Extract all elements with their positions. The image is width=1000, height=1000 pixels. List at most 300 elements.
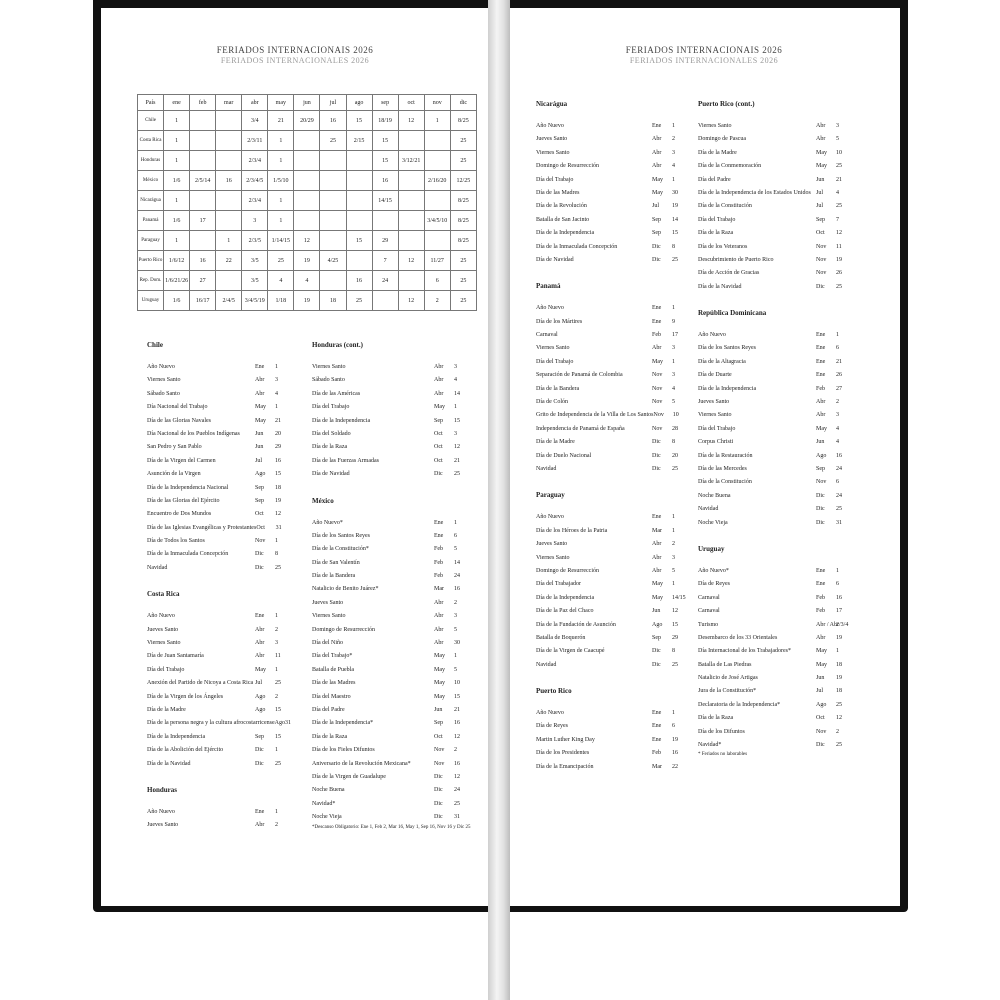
table-cell: [294, 191, 320, 211]
table-header-cell: País: [138, 95, 164, 111]
holiday-name: Jueves Santo: [536, 136, 568, 143]
holiday-row: [536, 174, 690, 187]
table-cell: 1/6: [164, 211, 190, 231]
holiday-row: [312, 415, 472, 428]
holiday-month: Sep: [434, 417, 443, 424]
holiday-name: Viernes Santo: [147, 377, 181, 384]
holiday-day: 4: [672, 385, 675, 392]
table-cell: 2/3/4: [242, 191, 268, 211]
holiday-month: Sep: [255, 733, 264, 740]
holiday-row: [536, 120, 690, 133]
section-title: Honduras: [147, 785, 177, 794]
holiday-row: [536, 463, 690, 476]
holiday-name: Día del Trabajador: [536, 581, 581, 588]
holiday-name: Viernes Santo: [147, 640, 181, 647]
holiday-name: Día del Trabajo*: [312, 653, 353, 660]
section-gap: [312, 482, 472, 497]
holiday-month: Jul: [816, 203, 824, 210]
holiday-day: 31: [454, 814, 460, 821]
holiday-row: [536, 329, 690, 342]
holiday-month: Dic: [816, 519, 825, 526]
holiday-name: Sábado Santo: [312, 377, 345, 384]
holiday-day: 25: [454, 471, 460, 478]
table-cell: 1/18: [268, 291, 294, 311]
holiday-name: Día de la Constitución: [698, 203, 752, 210]
holiday-month: Oct: [434, 457, 443, 464]
holiday-month: May: [816, 163, 827, 170]
table-cell: 15: [346, 111, 372, 131]
table-cell: [294, 131, 320, 151]
holiday-row: [698, 281, 854, 294]
holiday-name: Encuentro de Dos Mundos: [147, 511, 212, 518]
holiday-day: 4: [836, 189, 839, 196]
holiday-month: Feb: [652, 750, 661, 757]
holiday-row: [147, 468, 293, 481]
holiday-day: 19: [672, 203, 678, 210]
table-cell: 2/3/4: [242, 151, 268, 171]
holiday-name: Día de la Madre: [536, 439, 575, 446]
holiday-day: 25: [836, 203, 842, 210]
holiday-name: Descubrimiento de Puerto Rico: [698, 256, 774, 263]
table-cell: 4: [294, 271, 320, 291]
holiday-month: Abr: [434, 599, 444, 606]
holiday-day: 2: [275, 626, 278, 633]
holiday-day: 25: [836, 742, 842, 749]
holiday-row: [698, 450, 854, 463]
section-gap: [536, 267, 690, 282]
holiday-month: Abr: [255, 390, 265, 397]
holiday-day: 2: [275, 693, 278, 700]
holiday-month: Sep: [816, 216, 825, 223]
holiday-month: Nov: [652, 425, 663, 432]
holiday-day: 16: [454, 760, 460, 767]
holiday-day: 4: [454, 377, 457, 384]
holiday-row: [312, 441, 472, 454]
holiday-month: May: [816, 425, 827, 432]
holiday-row: [536, 645, 690, 658]
table-row: [138, 171, 477, 191]
holiday-name: Domingo de Resurrección: [536, 567, 599, 574]
holiday-day: 2: [454, 599, 457, 606]
table-cell: [398, 271, 424, 291]
holiday-row: [698, 200, 854, 213]
holiday-month: May: [255, 404, 266, 411]
table-cell: 8/25: [450, 191, 476, 211]
holiday-name: Día de la Independencia: [312, 417, 371, 424]
holiday-month: Ago: [255, 706, 266, 713]
holiday-month: Oct: [816, 230, 825, 237]
holiday-row: [698, 133, 854, 146]
table-cell: 1/6: [164, 291, 190, 311]
holiday-name: Día Nacional de los Pueblos Indígenas: [147, 430, 240, 437]
table-cell: [424, 231, 450, 251]
holiday-day: 14: [454, 390, 460, 397]
holiday-name: Viernes Santo: [312, 364, 346, 370]
table-cell: 1/5/10: [268, 171, 294, 191]
holiday-month: Nov: [434, 747, 445, 754]
holiday-month: Ago: [255, 471, 266, 478]
holiday-row: [312, 570, 472, 583]
table-row: [138, 231, 477, 251]
holiday-day: 18: [836, 661, 842, 668]
holiday-name: Día de Navidad: [312, 471, 350, 478]
holiday-name: Día del Trabajo: [536, 176, 574, 183]
holiday-name: Día del Padre: [698, 176, 731, 183]
holiday-row: [698, 436, 854, 449]
holiday-day: 6: [836, 479, 839, 486]
table-header-cell: sep: [372, 95, 398, 111]
holiday-day: 11: [836, 243, 842, 250]
holiday-row: [147, 548, 293, 561]
holiday-row: [147, 428, 293, 441]
holiday-name: Día de la Raza: [312, 733, 348, 740]
table-cell: [216, 191, 242, 211]
table-cell: 8/25: [450, 111, 476, 131]
holiday-name: Año Nuevo: [698, 332, 726, 339]
holiday-day: 15: [454, 693, 460, 700]
holiday-day: 10: [836, 149, 842, 156]
table-header-row: [138, 95, 477, 111]
table-cell: 1: [164, 111, 190, 131]
holiday-day: 5: [672, 567, 675, 574]
holiday-name: Anexión del Partido de Nicoya a Costa Rica: [147, 680, 254, 687]
holiday-name: Carnaval: [536, 332, 558, 339]
holiday-row: [698, 187, 854, 200]
holiday-name: Domingo de Resurrección: [536, 163, 599, 170]
holiday-name: Día de las Américas: [312, 390, 361, 397]
holiday-name: Día de la Constitución*: [312, 546, 369, 553]
holiday-month: Sep: [816, 465, 825, 472]
holiday-row: [147, 374, 293, 387]
section-title: Chile: [147, 341, 163, 349]
holiday-month: Abr: [652, 163, 662, 170]
holiday-month: Ene: [816, 345, 826, 352]
holiday-day: 1: [672, 358, 675, 365]
holiday-name: Jueves Santo: [698, 399, 730, 406]
holiday-row: [698, 160, 854, 173]
table-cell: 1: [216, 231, 242, 251]
holiday-row: [698, 254, 854, 267]
holiday-name: Año Nuevo: [147, 364, 175, 370]
holiday-day: 1: [275, 538, 278, 545]
section-title: Panamá: [536, 282, 561, 291]
holiday-month: Sep: [434, 720, 443, 727]
holiday-month: Dic: [434, 787, 443, 794]
right-page-title: FERIADOS INTERNACIONAIS 2026: [625, 45, 783, 55]
holiday-day: 5: [672, 399, 675, 406]
holiday-row: [536, 578, 690, 591]
section-gap: [536, 672, 690, 687]
section-title: Nicarágua: [536, 100, 568, 108]
holiday-month: Feb: [816, 385, 825, 392]
holiday-month: Abr: [816, 412, 826, 419]
table-cell: 15: [346, 231, 372, 251]
holiday-name: Día del Trabajo: [147, 666, 185, 673]
holiday-day: 25: [275, 760, 281, 767]
table-cell: 3: [242, 211, 268, 231]
holiday-month: Ene: [652, 305, 662, 312]
holiday-row: [312, 664, 472, 677]
holiday-day: 1: [275, 613, 278, 620]
holiday-month: Abr: [434, 640, 444, 647]
holiday-month: Jul: [816, 189, 824, 196]
holiday-month: Ene: [816, 332, 826, 339]
holiday-day: 31: [836, 519, 842, 526]
holiday-month: Nov: [816, 243, 827, 250]
holiday-row: [536, 619, 690, 632]
holiday-name: Batalla de San Jacinto: [536, 216, 590, 223]
table-country-cell: Panamá: [138, 211, 164, 231]
holiday-day: 12: [672, 608, 678, 615]
holiday-day: 14: [454, 559, 460, 566]
holiday-day: 31: [275, 524, 282, 531]
holiday-name: Día de la Revolución: [536, 203, 587, 210]
holiday-row: [312, 717, 472, 730]
holiday-name: Día de la Independencia: [698, 385, 757, 392]
holiday-name: Día del Trabajo: [698, 425, 736, 432]
holiday-day: 3: [672, 149, 675, 156]
holiday-day: 12: [275, 511, 281, 518]
table-country-cell: Nicarágua: [138, 191, 164, 211]
holiday-day: 1: [672, 514, 675, 521]
holiday-day: 29: [275, 444, 281, 451]
left-column-1: [147, 341, 293, 833]
table-cell: [346, 171, 372, 191]
holiday-name: Día de la Independencia: [536, 594, 595, 601]
holiday-month: Feb: [816, 594, 825, 601]
table-cell: 1: [164, 231, 190, 251]
holiday-row: [698, 369, 854, 382]
holiday-day: 12: [454, 444, 460, 451]
holiday-row: [698, 659, 854, 672]
holiday-row: [698, 409, 854, 422]
holiday-month: Nov: [653, 412, 664, 419]
holiday-row: [698, 174, 854, 187]
table-cell: 12: [398, 251, 424, 271]
holiday-month: Jul: [816, 688, 824, 695]
holiday-row: [312, 677, 472, 690]
holiday-month: Dic: [255, 551, 264, 558]
holiday-name: Día de la persona negra y la cultura afrocostarricense: [147, 720, 275, 727]
holiday-row: [536, 187, 690, 200]
holiday-row: [698, 672, 854, 685]
holiday-month: Ago: [255, 693, 266, 700]
holiday-row: [147, 441, 293, 454]
holiday-name: Día de la Independencia: [536, 230, 595, 237]
holiday-day: 15: [672, 621, 678, 628]
table-country-cell: México: [138, 171, 164, 191]
holiday-month: Nov: [255, 538, 266, 545]
holiday-month: Dic: [652, 465, 661, 472]
holiday-month: Ene: [652, 710, 662, 717]
holiday-name: Día de Duarte: [698, 372, 732, 379]
holiday-row: [698, 605, 854, 618]
holiday-month: Nov: [652, 399, 663, 406]
holiday-day: 3: [672, 372, 675, 379]
holiday-row: [698, 356, 854, 369]
holiday-day: 4: [275, 390, 278, 397]
holiday-row: [536, 254, 690, 267]
holiday-name: Viernes Santo: [536, 554, 570, 561]
holiday-row: [147, 650, 293, 663]
holiday-name: Jueves Santo: [147, 822, 179, 829]
holiday-month: Abr: [255, 822, 265, 829]
holiday-day: 24: [836, 465, 842, 472]
holiday-day: 5: [454, 546, 457, 553]
holiday-day: 19: [836, 256, 842, 263]
holiday-row: [147, 562, 293, 575]
holiday-row: [147, 704, 293, 717]
holiday-name: Jueves Santo: [536, 541, 568, 548]
holiday-day: 1: [672, 710, 675, 717]
holiday-month: Dic: [816, 283, 825, 290]
holiday-month: Abr: [816, 123, 826, 129]
table-header-cell: jun: [294, 95, 320, 111]
holiday-month: Nov: [816, 479, 827, 486]
table-cell: [424, 131, 450, 151]
holiday-name: Día del Trabajo: [698, 216, 736, 223]
holiday-name: Día de los Santos Reyes: [312, 532, 370, 539]
table-cell: 25: [346, 291, 372, 311]
bookmark-ribbon[interactable]: [488, 0, 510, 1000]
holiday-row: [312, 401, 472, 414]
table-cell: 16: [216, 171, 242, 191]
holiday-day: 16: [454, 720, 460, 727]
holiday-day: 2: [836, 399, 839, 406]
holiday-month: Jun: [255, 444, 264, 451]
holiday-name: Día de Duelo Nacional: [536, 452, 592, 459]
holiday-month: Dic: [434, 471, 443, 478]
holiday-day: 12: [836, 230, 842, 237]
holiday-month: Abr: [255, 640, 265, 647]
table-cell: [346, 151, 372, 171]
holiday-row: [536, 761, 690, 774]
table-cell: 11/27: [424, 251, 450, 271]
holiday-name: Día de los Mártires: [536, 318, 583, 325]
section-title: Honduras (cont.): [312, 341, 363, 349]
holiday-name: Día de San Valentín: [312, 559, 360, 566]
table-country-cell: Puerto Rico: [138, 251, 164, 271]
section-title: Uruguay: [698, 544, 725, 553]
holiday-month: Ago: [816, 452, 827, 459]
holiday-month: Sep: [255, 484, 264, 491]
holiday-row: [698, 423, 854, 436]
holiday-name: Noche Buena: [698, 492, 731, 499]
holiday-name: Día de la Constitución: [698, 479, 752, 486]
holiday-month: Dic: [434, 773, 443, 780]
table-cell: [216, 131, 242, 151]
table-cell: [320, 171, 346, 191]
holiday-row: [536, 369, 690, 382]
holiday-day: 3: [836, 123, 839, 129]
holiday-day: 14: [672, 216, 678, 223]
holiday-month: May: [652, 581, 663, 588]
holiday-month: May: [434, 666, 445, 673]
holiday-row: [312, 624, 472, 637]
holiday-row: [147, 495, 293, 508]
table-cell: 2/4/5: [216, 291, 242, 311]
holiday-row: [536, 565, 690, 578]
holiday-name: Carnaval: [698, 608, 720, 615]
holiday-day: 24: [836, 492, 842, 499]
table-country-cell: Rep. Dom.: [138, 271, 164, 291]
table-cell: 1/6/12: [164, 251, 190, 271]
holiday-row: [698, 645, 854, 658]
holiday-name: Día de los Fieles Difuntos: [312, 747, 375, 754]
holiday-row: [536, 133, 690, 146]
holiday-name: Independencia de Panamá de España: [536, 425, 625, 432]
holiday-day: 8: [672, 439, 675, 446]
table-cell: 22: [216, 251, 242, 271]
holiday-row: [536, 538, 690, 551]
table-cell: 19: [294, 291, 320, 311]
holiday-row: [536, 511, 690, 524]
table-cell: [320, 231, 346, 251]
right-column-2: [698, 100, 854, 757]
holiday-day: 25: [275, 680, 281, 687]
holiday-day: 1: [836, 648, 839, 655]
holiday-month: Ene: [652, 736, 662, 743]
section-gap: [536, 476, 690, 491]
holiday-row: [312, 758, 472, 771]
holiday-month: May: [434, 653, 445, 660]
holiday-name: Día de los Héroes de la Patria: [536, 527, 608, 534]
holiday-month: May: [652, 594, 663, 601]
table-cell: 2/3/5: [242, 231, 268, 251]
holiday-name: Navidad: [536, 465, 557, 472]
holiday-name: Navidad: [536, 661, 557, 668]
holiday-row: [698, 517, 854, 530]
holiday-name: Año Nuevo: [536, 710, 564, 717]
holiday-month: Feb: [816, 608, 825, 615]
holiday-row: [536, 383, 690, 396]
holiday-day: 15: [275, 471, 281, 478]
holiday-month: May: [434, 693, 445, 700]
holiday-row: [698, 503, 854, 516]
table-cell: 3/4/5/19: [242, 291, 268, 311]
holiday-day: 17: [836, 608, 842, 615]
holiday-month: Feb: [434, 559, 443, 566]
table-cell: 12: [398, 111, 424, 131]
holiday-name: Día de las Glorias del Ejército: [147, 497, 220, 504]
holiday-day: 19: [672, 736, 678, 743]
holiday-day: 17: [672, 332, 678, 339]
holiday-name: Sábado Santo: [147, 390, 180, 397]
section-title: Puerto Rico (cont.): [698, 100, 755, 108]
table-cell: 16: [320, 111, 346, 131]
holiday-month: Abr: [652, 149, 662, 156]
table-cell: 1: [268, 131, 294, 151]
holiday-day: 2/3/4: [836, 621, 849, 628]
holiday-day: 5: [454, 666, 457, 673]
holiday-name: Jura de la Constitución*: [698, 688, 757, 695]
holiday-row: [698, 476, 854, 489]
table-cell: 1/14/15: [268, 231, 294, 251]
holiday-row: [312, 530, 472, 543]
holiday-day: 20: [275, 430, 281, 437]
table-cell: 16: [190, 251, 216, 271]
holiday-day: 18: [836, 688, 842, 695]
table-cell: [346, 191, 372, 211]
holiday-month: Abr: [652, 136, 662, 143]
holiday-day: 26: [836, 270, 842, 277]
holiday-row: [698, 726, 854, 739]
holiday-name: Día de los Presidentes: [536, 750, 590, 757]
holiday-row: [312, 517, 472, 530]
holiday-row: [536, 734, 690, 747]
holiday-row: [698, 699, 854, 712]
holiday-day: 3: [836, 412, 839, 419]
